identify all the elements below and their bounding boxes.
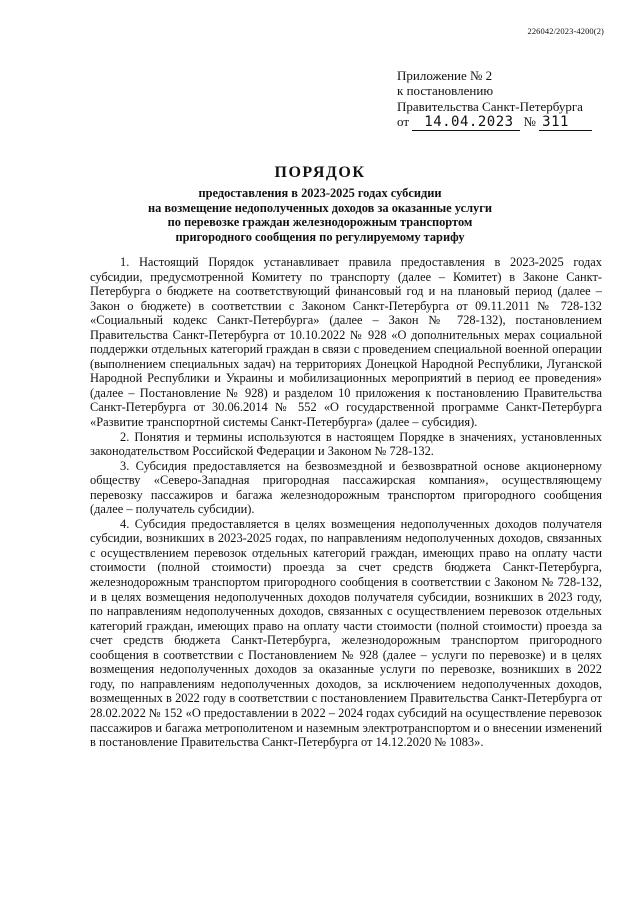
appendix-government-label: Правительства Санкт-Петербурга — [397, 98, 583, 114]
paragraph-3: 3. Субсидия предоставляется на безвозмездной и безвозвратной основе акционерному обществу «Северо-Западная пригородная пассажирская компания», осуществляющему перевозку пассажиров и багажа железнодорожным транспортом пригородного сообщения (далее – получатель субсидии). — [90, 458, 602, 517]
number-label: № — [523, 113, 536, 129]
subtitle-line-4: пригородного сообщения по регулируемому тарифу — [175, 229, 465, 244]
appendix-title: Приложение № 2 — [397, 68, 493, 83]
paragraph-1: 1. Настоящий Порядок устанавливает правила предоставления в 2023-2025 годах субсидии, предусмотренной Комитету по транспорту (далее – Комитет) в Законе Санкт-Петербурга о бюджете на соответствующий финансовый год и на плановый период (далее – Закон о бюджете) в соответствии с Законом Санкт-Петербурга от 09.11.2011 № 728-132 «Социальный кодекс Санкт-Петербурга» (далее – Закон № 728-132), постановлением Правительства Санкт-Петербурга от 10.10.2022 № 928 «О дополнительных мерах социальной поддержки отдельных категорий граждан в связи с проведением специальной военной операции (выполнением специальных задач) на территориях Донецкой Народной Республики, Луганской Народной Республики и Украины и мобилизационных мероприятий в период ее проведения» (далее – Постановление № 928) и разделом 10 приложения к постановлению Правительства Санкт-Петербурга от 30.06.2014 № 552 «О государственной программе Санкт-Петербурга «Развитие транспортной системы Санкт-Петербурга» (далее – субсидия). — [90, 255, 602, 430]
paragraph-2: 2. Понятия и термины используются в настоящем Порядке в значениях, установленных законодательством Российской Федерации и Законом № 728-132. — [90, 429, 602, 459]
appendix-date-line — [397, 114, 592, 131]
handwritten-date: 14.04.2023 — [424, 113, 514, 130]
document-body — [90, 255, 602, 750]
handwritten-number: 311 — [542, 113, 569, 130]
from-label: от — [397, 113, 410, 129]
appendix-resolution-label: к постановлению — [397, 83, 494, 99]
subtitle-line-1: предоставления в 2023-2025 годах субсидии — [198, 186, 442, 200]
paragraph-4: 4. Субсидия предоставляется в целях возмещения недополученных доходов получателя субсидии, возникших в 2023-2025 годах, по направлениям недополученных доходов, связанных с осуществлением перевозок отдельных категорий граждан, имеющих право на оплату части стоимости (полной стоимости) проезда за счет средств бюджета Санкт-Петербурга, железнодорожным транспортом пригородного сообщения в соответствии с Законом № 728-132, и в целях возмещения недополученных доходов получателя субсидии, возникших в 2023 году, по направлениям недополученных доходов, связанных с осуществлением перевозок отдельных категорий граждан, имеющих право на оплату части стоимости (полной стоимости) проезда за счет средств бюджета Санкт-Петербурга, железнодорожным транспортом пригородного сообщения в соответствии с Постановлением № 928 (далее – услуги по перевозке) и в целях возмещения недополученных доходов за оказанные услуги по перевозке, возникших в 2022 году, по направлениям недополученных доходов, за исключением недополученных доходов, возмещенных в 2022 году в соответствии с постановлением Правительства Санкт-Петербурга от 28.02.2022 № 152 «О предоставлении в 2022 – 2024 годах субсидий на осуществление перевозок пассажиров и багажа метрополитеном и наземным электротранспортом и о внесении изменений в постановление Правительства Санкт-Петербурга от 14.12.2020 № 1083». — [90, 516, 602, 750]
document-title: ПОРЯДОК — [274, 164, 366, 181]
appendix-block — [397, 68, 592, 131]
subtitle-line-2: на возмещение недополученных доходов за оказанные услуги — [147, 200, 493, 215]
subtitle-line-3: по перевозке граждан железнодорожным транспортом — [167, 215, 473, 229]
document-heading — [0, 164, 640, 244]
document-number: 226042/2023-4200(2) — [527, 26, 604, 36]
